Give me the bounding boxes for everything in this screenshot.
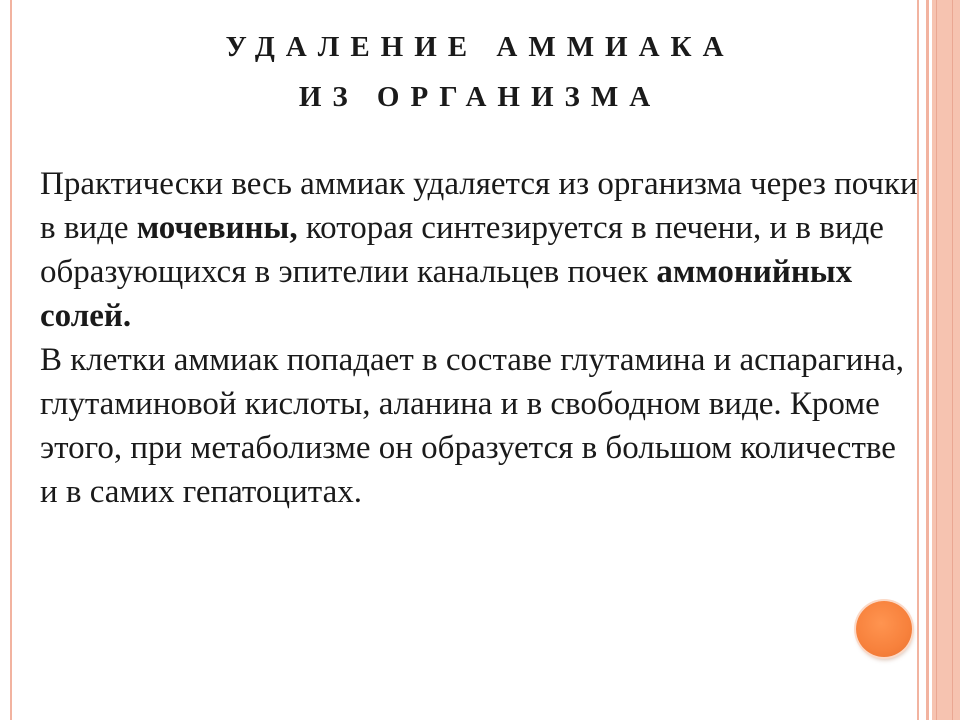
bold-term-ammonium-salts: аммонийных солей.	[40, 254, 853, 334]
decorative-stripe-line	[952, 0, 953, 720]
decorative-orb-icon	[856, 601, 912, 657]
decorative-stripe-thin	[926, 0, 929, 720]
slide-title-line-2: ИЗ ОРГАНИЗМА	[298, 81, 662, 113]
slide-title	[40, 22, 920, 122]
paragraph-1-text-a: Практически весь аммиак удаляется из организма через почки в виде	[40, 166, 918, 246]
paragraph-ammonia-sources: В клетки аммиак попадает в составе глутамина и аспарагина, глутаминовой кислоты, аланина и в свободном виде. Кроме этого, при метаболизме он образуется в большом количестве и в самих гепатоцитах.	[40, 342, 905, 510]
bold-term-urea: мочевины,	[136, 210, 298, 246]
paragraph-urea-ammonium	[40, 162, 920, 338]
slide-title-line-1: УДАЛЕНИЕ АММИАКА	[225, 31, 735, 63]
slide-body	[40, 162, 920, 514]
decorative-stripe-line	[936, 0, 937, 720]
paragraph-1-text-b: которая синтезируется в печени, и в виде образующихся в эпителии канальцев почек	[40, 210, 884, 290]
